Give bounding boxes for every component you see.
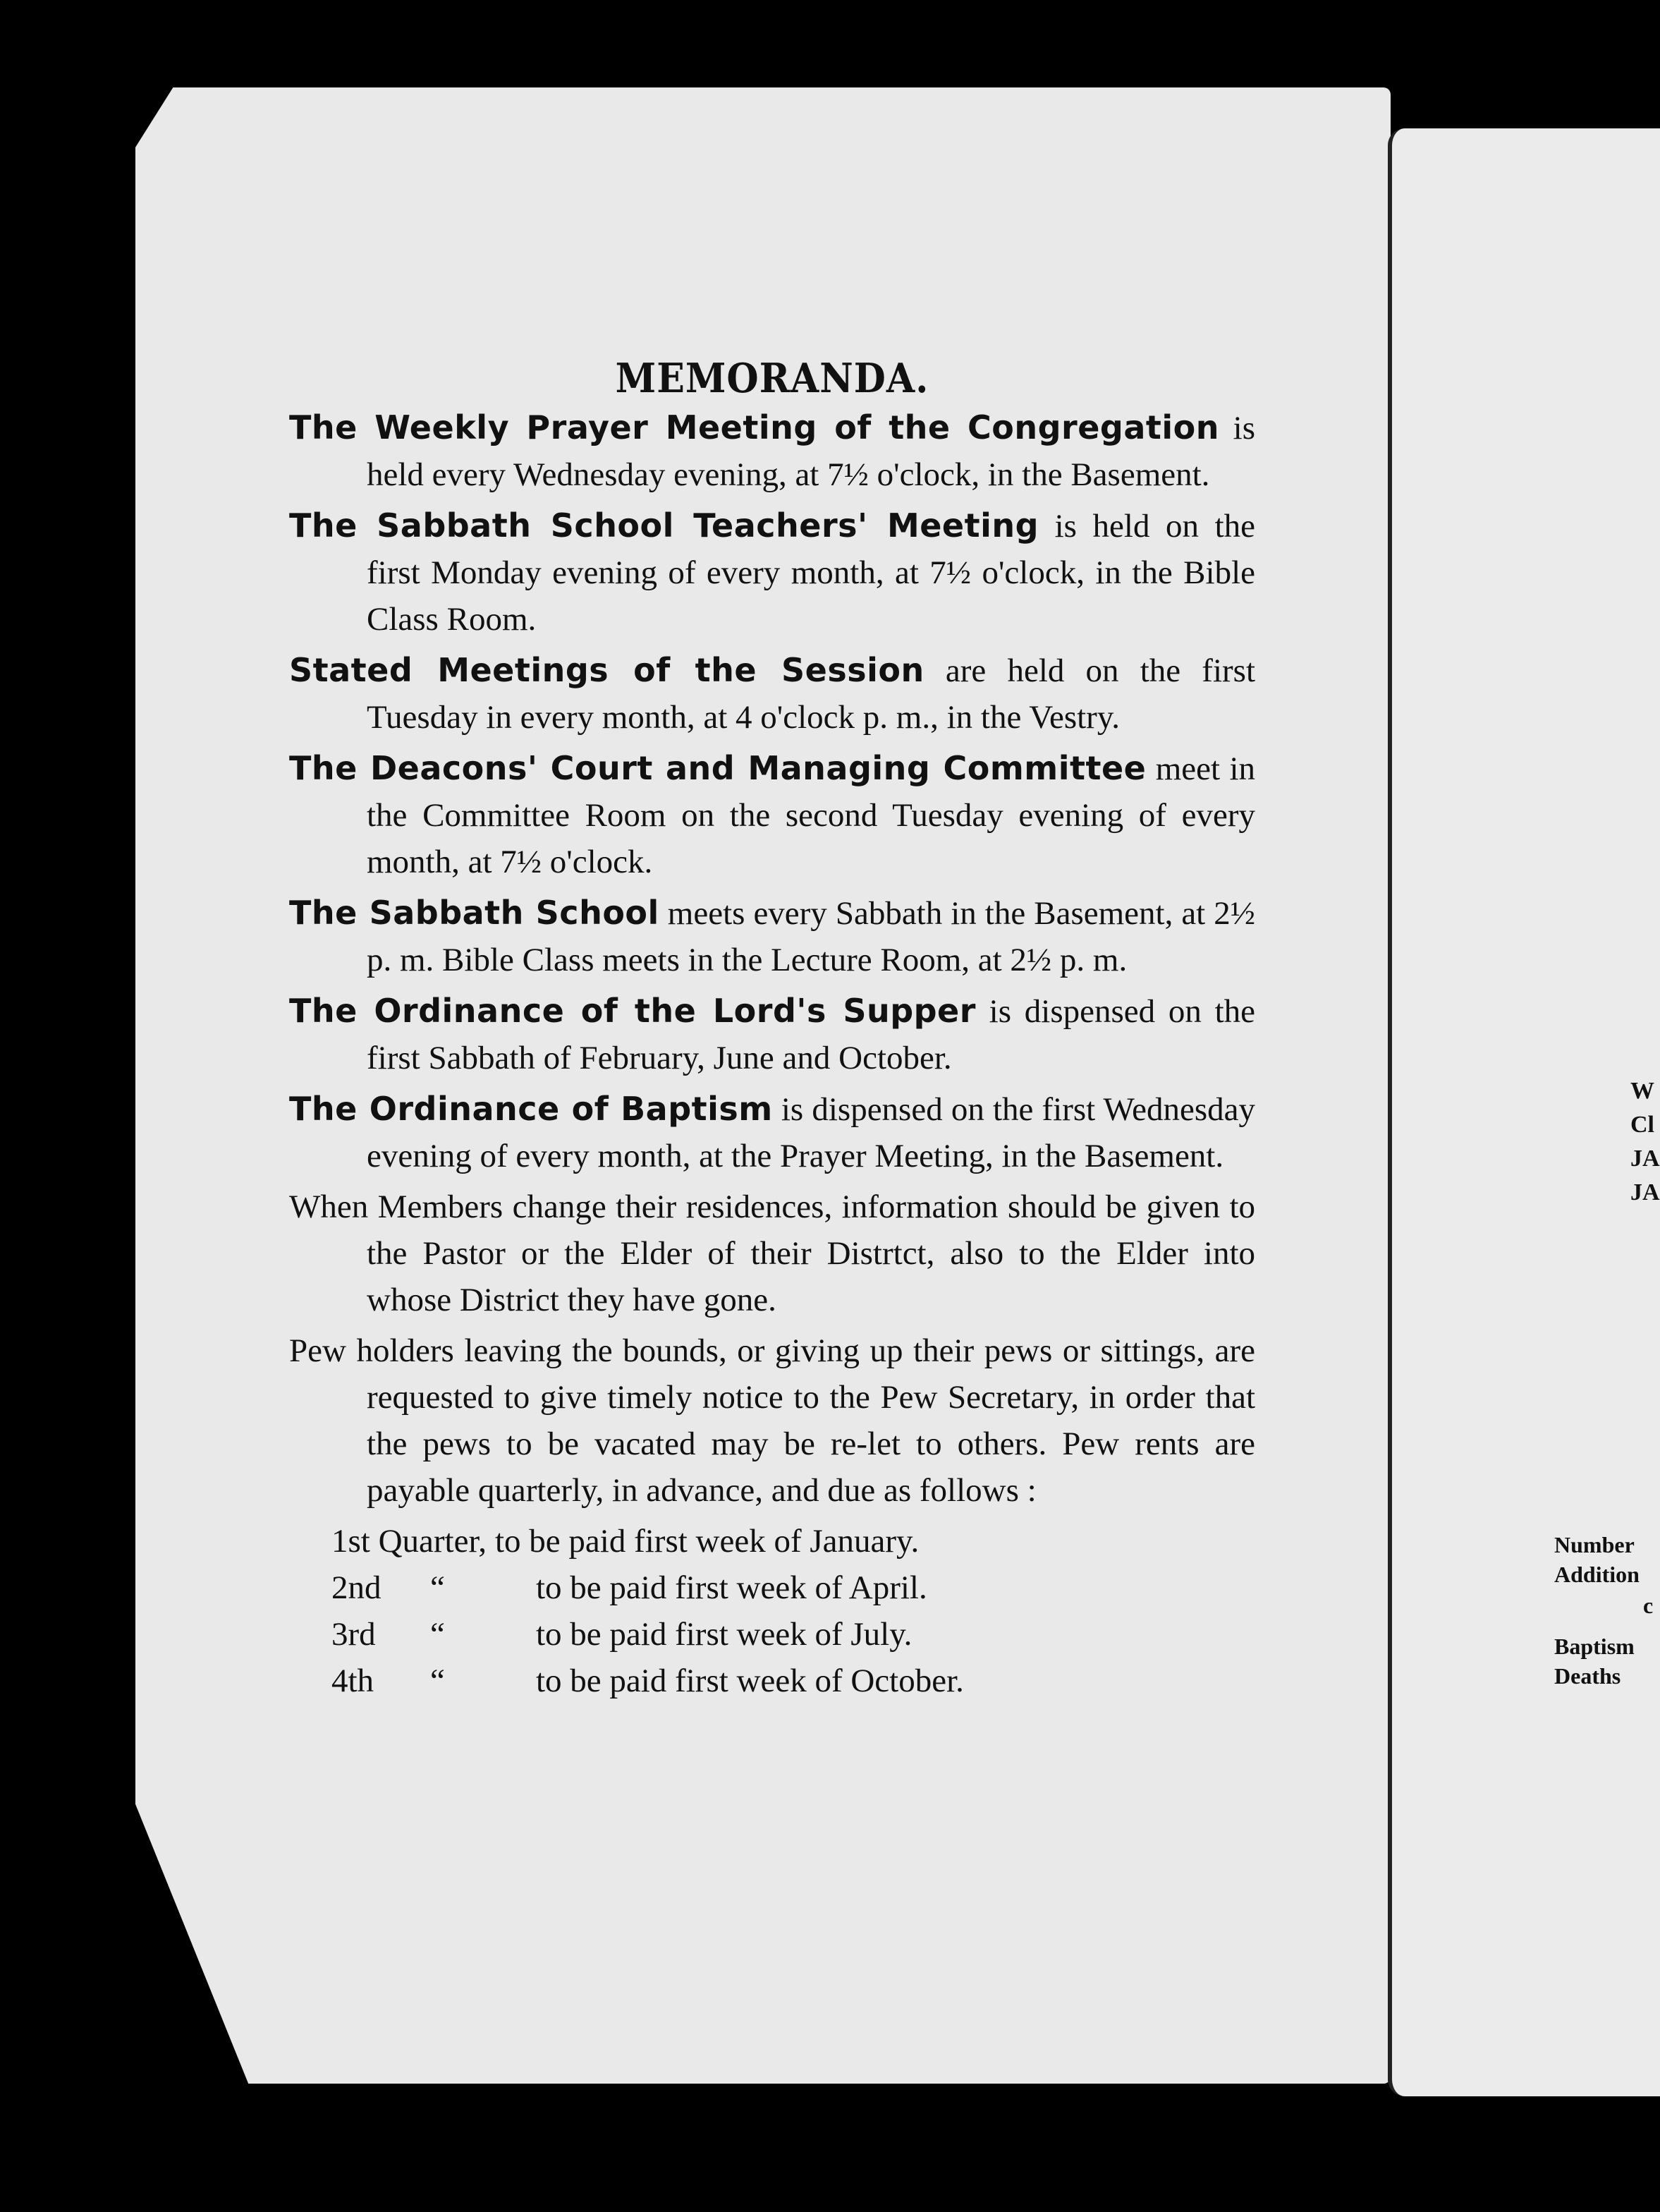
entry-teachers-meeting bbox=[289, 502, 1255, 643]
entry-lead: The Ordinance of Baptism bbox=[289, 1090, 773, 1128]
entry-baptism bbox=[289, 1086, 1255, 1179]
right-fragment: Addition bbox=[1554, 1562, 1640, 1587]
quarter-text: to be paid first week of July. bbox=[536, 1616, 913, 1653]
entry-text: is dispensed on the first Sabbath of February, June and October. bbox=[367, 993, 1255, 1076]
quarter-label: 2nd bbox=[331, 1569, 382, 1606]
ditto-mark: “ bbox=[430, 1569, 445, 1606]
entry-lead: The Sabbath School bbox=[289, 894, 659, 932]
entry-prayer-meeting bbox=[289, 404, 1255, 498]
entry-lords-supper bbox=[289, 988, 1255, 1081]
entry-lead: The Weekly Prayer Meeting of the Congregation bbox=[289, 408, 1220, 446]
entry-text: meet in the Committee Room on the second Tuesday evening of every month, at 7½ o'clock. bbox=[367, 750, 1255, 880]
quarter-text: to be paid first week of April. bbox=[536, 1569, 927, 1606]
right-fragment: JA bbox=[1630, 1146, 1660, 1172]
quarter-label: 3rd bbox=[331, 1616, 376, 1653]
quarter-label: 1st Quarter, bbox=[331, 1523, 487, 1560]
quarter-text: to be paid first week of January. bbox=[495, 1523, 920, 1560]
entry-text: is dispensed on the first Wednesday evening of every month, at the Prayer Meeting, in the Basement. bbox=[367, 1091, 1255, 1174]
right-page bbox=[1388, 128, 1660, 2096]
right-fragment: Cl bbox=[1630, 1112, 1654, 1138]
entry-lead: The Ordinance of the Lord's Supper bbox=[289, 992, 976, 1030]
right-fragment: c bbox=[1643, 1593, 1654, 1618]
ditto-mark: “ bbox=[430, 1616, 445, 1653]
quarter-label: 4th bbox=[331, 1663, 374, 1699]
right-fragment: Deaths bbox=[1554, 1663, 1621, 1689]
entry-lead: The Deacons' Court and Managing Committee bbox=[289, 749, 1147, 787]
memoranda-section bbox=[289, 354, 1256, 1704]
entry-text: Pew holders leaving the bounds, or giving up their pews or sittings, are requested to give timely notice to the Pew Secretary, in order that the pews to be vacated may be re-let to others. Pew rents are payable quarterly, in advance, and due as follows : bbox=[289, 1332, 1255, 1509]
entry-deacons-court bbox=[289, 745, 1255, 885]
entry-change-residence bbox=[289, 1184, 1255, 1323]
right-fragment: JA bbox=[1630, 1179, 1660, 1205]
entry-text: is held on the first Monday evening of every month, at 7½ o'clock, in the Bible Class Room. bbox=[367, 508, 1255, 638]
entry-text: is held every Wednesday evening, at 7½ o'clock, in the Basement. bbox=[367, 410, 1255, 493]
quarter-row bbox=[331, 1518, 1255, 1564]
quarter-row bbox=[331, 1564, 1255, 1611]
right-fragment: Baptism bbox=[1554, 1634, 1635, 1659]
right-fragment: W bbox=[1630, 1078, 1654, 1104]
entry-text: meets every Sabbath in the Basement, at 2½ p. m. Bible Class meets in the Lecture Room, at 2½ p. m. bbox=[367, 895, 1256, 978]
ditto-mark: “ bbox=[430, 1663, 445, 1699]
entry-text: When Members change their residences, information should be given to the Pastor or the Elder of their Distrtct, also to the Elder into whose District they have gone. bbox=[289, 1189, 1255, 1318]
quarter-row bbox=[331, 1658, 1255, 1704]
page-title: MEMORANDA. bbox=[615, 354, 929, 403]
entry-lead: The Sabbath School Teachers' Meeting bbox=[289, 506, 1039, 545]
quarters-list bbox=[289, 1518, 1255, 1704]
entry-lead: Stated Meetings of the Session bbox=[289, 651, 924, 689]
right-fragment: Number bbox=[1554, 1532, 1635, 1557]
entry-session-meetings bbox=[289, 647, 1255, 741]
entry-pew-holders bbox=[289, 1327, 1255, 1514]
entry-sabbath-school bbox=[289, 889, 1255, 983]
quarter-text: to be paid first week of October. bbox=[536, 1663, 964, 1699]
entry-text: are held on the first Tuesday in every month, at 4 o'clock p. m., in the Vestry. bbox=[367, 652, 1256, 736]
quarter-row bbox=[331, 1611, 1255, 1658]
